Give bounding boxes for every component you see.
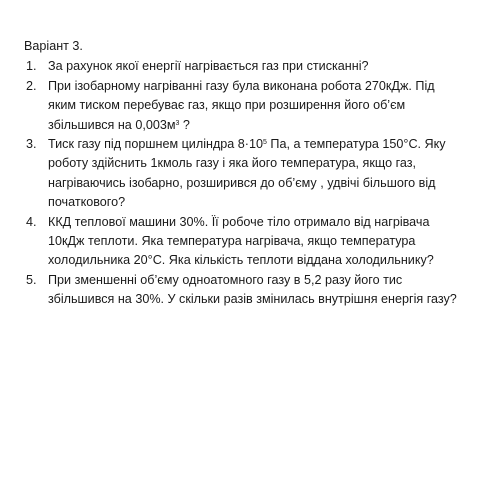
task-text-line: 10кДж теплоти. Яка температура нагрівача, якщо температура bbox=[48, 234, 416, 249]
task-text-line: початкового? bbox=[48, 195, 126, 210]
task-item-5 bbox=[24, 271, 486, 310]
task-item-1 bbox=[24, 57, 486, 76]
task-text-line: збільшився на 30%. У скільки разів змінилась внутрішня енергія газу? bbox=[48, 292, 457, 307]
task-item-2 bbox=[24, 77, 486, 135]
task-item-4 bbox=[24, 213, 486, 271]
task-text-line: холодильника 20°С. Яка кількість теплоти віддана холодильнику? bbox=[48, 253, 434, 268]
text-before-exponent: збільшився на 0,003м bbox=[48, 117, 176, 132]
task-text-line: При зменшенні об’єму одноатомного газу в 5,2 разу його тис bbox=[48, 272, 403, 287]
task-text-line: За рахунок якої енергії нагрівається газ при стисканні? bbox=[48, 59, 369, 74]
task-text-line: При ізобарному нагріванні газу була виконана робота 270кДж. Під bbox=[48, 78, 435, 93]
superscript-exponent: 5 bbox=[263, 139, 267, 147]
document-page bbox=[24, 37, 486, 310]
text-after-exponent: Па, а температура 150°С. Яку bbox=[266, 137, 446, 152]
task-number: 2. bbox=[26, 78, 37, 93]
task-number: 1. bbox=[26, 59, 37, 74]
task-text-line: яким тиском перебуває газ, якщо при розширення його об’єм bbox=[48, 98, 406, 113]
task-item-3 bbox=[24, 135, 486, 213]
variant-heading: Варіант 3. bbox=[24, 39, 83, 53]
task-list bbox=[24, 57, 486, 309]
task-number: 3. bbox=[26, 137, 37, 152]
task-text-line bbox=[48, 116, 486, 135]
task-text-line bbox=[48, 135, 486, 154]
superscript-exponent: 3 bbox=[175, 119, 180, 127]
task-text-line: роботу здійснить 1кмоль газу і яка його температура, якщо газ, bbox=[48, 156, 417, 171]
task-text-line: ККД теплової машини 30%. Її робоче тіло отримало від нагрівача bbox=[48, 214, 430, 229]
task-number: 4. bbox=[26, 214, 37, 229]
task-text-line: нагріваючись ізобарно, розширився до об’єму , удвічі більшого від bbox=[48, 175, 436, 190]
task-number: 5. bbox=[26, 272, 37, 287]
text-before-exponent: Тиск газу під поршнем циліндра 8·10 bbox=[48, 137, 264, 152]
text-after-exponent: ? bbox=[179, 117, 190, 132]
